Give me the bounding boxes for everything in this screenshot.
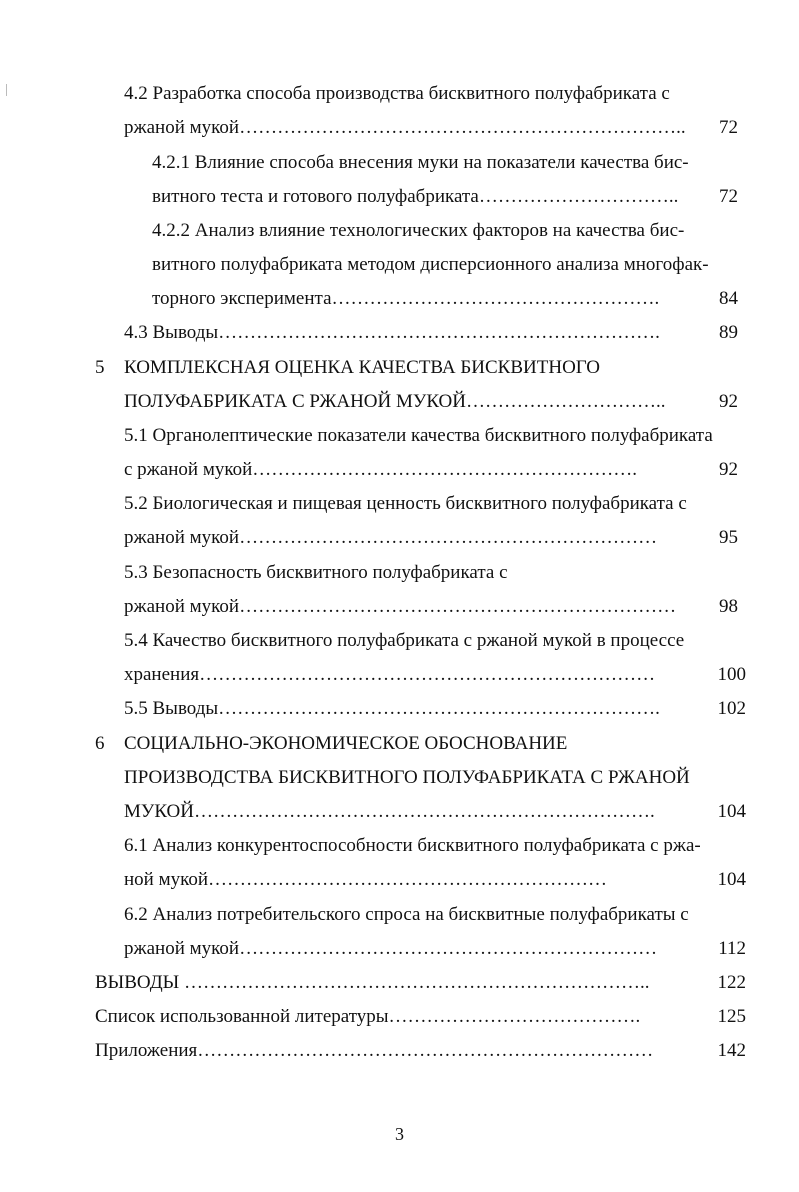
scan-edge-mark bbox=[6, 84, 7, 96]
toc-entry-5-4-line2: хранения……………………………………………………………… bbox=[124, 664, 656, 685]
toc-entry-4-2-1-line2: витного теста и готового полуфабриката………………………….. bbox=[152, 186, 679, 207]
page-number: 3 bbox=[395, 1124, 404, 1144]
toc-entry-6-1-line1: 6.1 Анализ конкурентоспособности бисквитного полуфабриката с ржа- bbox=[124, 835, 701, 856]
toc-entry-6-1-line2: ной мукой……………………………………………………… bbox=[124, 869, 608, 890]
toc-entry-4-2-page: 72 bbox=[719, 117, 738, 138]
toc-entry-4-2-1-page: 72 bbox=[719, 186, 738, 207]
toc-entry-5-3-line1: 5.3 Безопасность бисквитного полуфабриката с bbox=[124, 562, 508, 583]
toc-entry-5-1-line2: с ржаной мукой……………………………………………………. bbox=[124, 459, 638, 480]
toc-references-page: 125 bbox=[717, 1006, 746, 1027]
toc-entry-6-2-line1: 6.2 Анализ потребительского спроса на бисквитные полуфабрикаты с bbox=[124, 904, 689, 925]
toc-conclusions-line1: ВЫВОДЫ ……………………………………………………………….. bbox=[95, 972, 650, 993]
toc-entry-6-2-page: 112 bbox=[718, 938, 746, 959]
toc-entry-5-3-line2: ржаной мукой…………………………………………………………… bbox=[124, 596, 677, 617]
toc-chapter-6-line2: ПРОИЗВОДСТВА БИСКВИТНОГО ПОЛУФАБРИКАТА С РЖАНОЙ bbox=[124, 767, 690, 788]
toc-entry-5-4-page: 100 bbox=[717, 664, 746, 685]
toc-entry-5-2-line2: ржаной мукой………………………………………………………… bbox=[124, 527, 658, 548]
toc-entry-6-1-page: 104 bbox=[717, 869, 746, 890]
toc-entry-5-3-page: 98 bbox=[719, 596, 738, 617]
toc-entry-5-4-line1: 5.4 Качество бисквитного полуфабриката с ржаной мукой в процессе bbox=[124, 630, 685, 651]
toc-entry-4-2-2-line1: 4.2.2 Анализ влияние технологических факторов на качества бис- bbox=[152, 220, 685, 241]
toc-chapter-6-line3: МУКОЙ………………………………………………………………. bbox=[124, 801, 655, 822]
toc-entry-5-1-line1: 5.1 Органолептические показатели качества бисквитного полуфабриката bbox=[124, 425, 713, 446]
toc-entry-6-2-line2: ржаной мукой………………………………………………………… bbox=[124, 938, 658, 959]
toc-entry-4-3-line1: 4.3 Выводы……………………………………………………………. bbox=[124, 322, 660, 343]
toc-entry-4-2-1-line1: 4.2.1 Влияние способа внесения муки на показатели качества бис- bbox=[152, 152, 689, 173]
toc-chapter-6-number: 6 bbox=[95, 733, 105, 754]
toc-entry-4-2-2-line3: торного эксперимента……………………………………………. bbox=[152, 288, 660, 309]
toc-appendices-line1: Приложения……………………………………………………………… bbox=[95, 1040, 654, 1061]
toc-entry-4-2-2-page: 84 bbox=[719, 288, 738, 309]
toc-entry-4-3-page: 89 bbox=[719, 322, 738, 343]
toc-chapter-6-page: 104 bbox=[717, 801, 746, 822]
toc-chapter-6-line1: СОЦИАЛЬНО-ЭКОНОМИЧЕСКОЕ ОБОСНОВАНИЕ bbox=[124, 733, 568, 754]
toc-appendices-page: 142 bbox=[717, 1040, 746, 1061]
toc-entry-5-2-page: 95 bbox=[719, 527, 738, 548]
toc-entry-4-2-2-line2: витного полуфабриката методом дисперсионного анализа многофак- bbox=[152, 254, 709, 275]
toc-conclusions-page: 122 bbox=[717, 972, 746, 993]
toc-chapter-5-number: 5 bbox=[95, 357, 105, 378]
toc-chapter-5-line1: КОМПЛЕКСНАЯ ОЦЕНКА КАЧЕСТВА БИСКВИТНОГО bbox=[124, 357, 601, 378]
toc-entry-4-2-line1: 4.2 Разработка способа производства бисквитного полуфабриката с bbox=[124, 83, 670, 104]
toc-entry-5-5-page: 102 bbox=[717, 698, 746, 719]
toc-references-line1: Список использованной литературы…………………………………. bbox=[95, 1006, 641, 1027]
toc-chapter-5-line2: ПОЛУФАБРИКАТА С РЖАНОЙ МУКОЙ………………………….. bbox=[124, 391, 666, 412]
toc-entry-4-2-line2: ржаной мукой…………………………………………………………….. bbox=[124, 117, 686, 138]
toc-entry-5-1-page: 92 bbox=[719, 459, 738, 480]
toc-entry-5-5-line1: 5.5 Выводы……………………………………………………………. bbox=[124, 698, 660, 719]
toc-chapter-5-page: 92 bbox=[719, 391, 738, 412]
toc-entry-5-2-line1: 5.2 Биологическая и пищевая ценность бисквитного полуфабриката с bbox=[124, 493, 687, 514]
